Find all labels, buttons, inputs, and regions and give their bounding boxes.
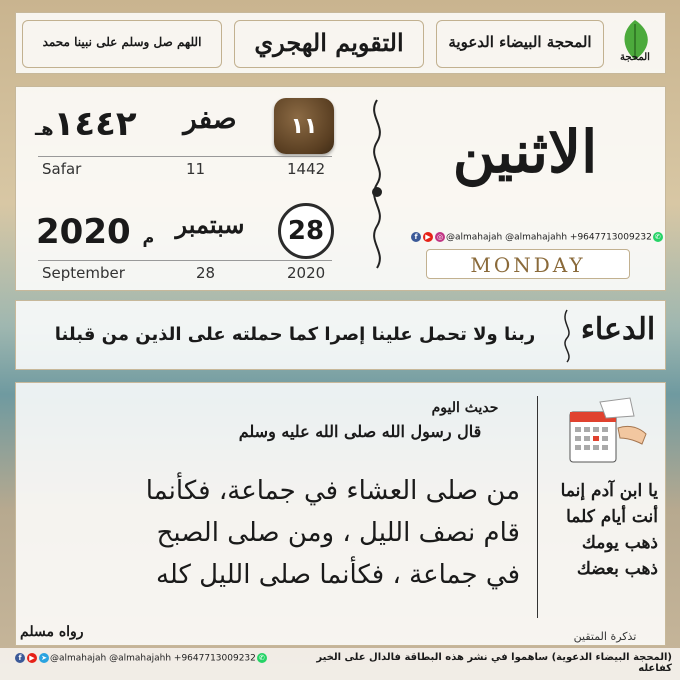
instagram-icon: ◎ (436, 233, 444, 241)
reminder-label: تذكرة المتقين (573, 630, 637, 643)
gregorian-year-value: 2020 (36, 212, 131, 252)
day-social-text: @almahajah @almahajahh +9647713009232 (446, 232, 652, 243)
salawat-frame (22, 20, 222, 68)
calendar-icon (560, 394, 650, 474)
footer-telegram-icon: ➤ (39, 653, 49, 663)
hijri-day-badge: ١١ (274, 98, 334, 154)
gregorian-year-suffix: م (142, 228, 155, 247)
hijri-year-value: ١٤٤٢ (53, 104, 137, 144)
ornament-divider (362, 96, 392, 286)
hijri-divider (38, 156, 332, 157)
gregorian-month: سبتمبر (175, 210, 245, 239)
logo-mark (610, 16, 660, 70)
dua-separator (560, 308, 574, 364)
footer-youtube-icon: ▶ (27, 653, 37, 663)
dua-label: الدعاء (580, 312, 656, 347)
logo-frame (436, 20, 604, 68)
footer-whatsapp-icon: ✆ (257, 653, 267, 663)
gregorian-month-en: September (42, 264, 125, 282)
day-name-arabic: الاثنين (452, 118, 598, 186)
logo-text: المحجة البيضاء الدعوية (448, 33, 592, 51)
hijri-year-suffix: هـ (35, 119, 54, 140)
footer-facebook-icon: f (15, 653, 25, 663)
hadith-intro: قال رسول الله صلى الله عليه وسلم (238, 422, 482, 441)
footer-social-text: @almahajah @almahajahh +9647713009232 (50, 653, 256, 664)
dua-text: ربنا ولا تحمل علينا إصرا كما حملته على الذين من قبلنا (54, 324, 536, 345)
hadith-label: حديث اليوم (431, 400, 499, 416)
gregorian-year-en: 2020 (287, 264, 326, 282)
hijri-year (35, 104, 165, 144)
hijri-day-en: 11 (186, 160, 206, 178)
hijri-month-en: Safar (42, 160, 82, 178)
salawat-text: اللهم صل وسلم على نبينا محمد (42, 35, 202, 49)
facebook-icon: f (411, 232, 421, 242)
logo-short: المحجة (620, 52, 650, 63)
gregorian-year (36, 212, 154, 252)
hijri-year-en: 1442 (287, 160, 326, 178)
footer-text: (المحجة البيضاء الدعوية) ساهموا في نشر هذه البطاقة فالدال على الخير كفاعله (316, 652, 672, 674)
reminder-divider (537, 396, 538, 618)
hadith-source: رواه مسلم (20, 624, 84, 640)
youtube-icon: ▶ (423, 232, 433, 242)
title-frame (234, 20, 424, 68)
whatsapp-icon: ✆ (653, 232, 663, 242)
gregorian-day-badge: 28 (278, 203, 334, 259)
page-title: التقويم الهجري (254, 28, 404, 57)
gregorian-day-en: 28 (196, 264, 216, 282)
hijri-month: صفر (183, 102, 237, 135)
hadith-text: من صلى العشاء في جماعة، فكأنما قام نصف الليل ، ومن صلى الصبح في جماعة ، فكأنما صلى الليل كله (145, 476, 520, 590)
gregorian-divider (38, 260, 332, 261)
footer-social (14, 653, 268, 664)
reminder-text: يا ابن آدم إنما أنت أيام كلما ذهب يومك ذهب بعضك (560, 481, 658, 579)
day-social-line (410, 232, 664, 243)
day-english-frame (426, 249, 630, 279)
day-name-english: MONDAY (470, 253, 586, 277)
